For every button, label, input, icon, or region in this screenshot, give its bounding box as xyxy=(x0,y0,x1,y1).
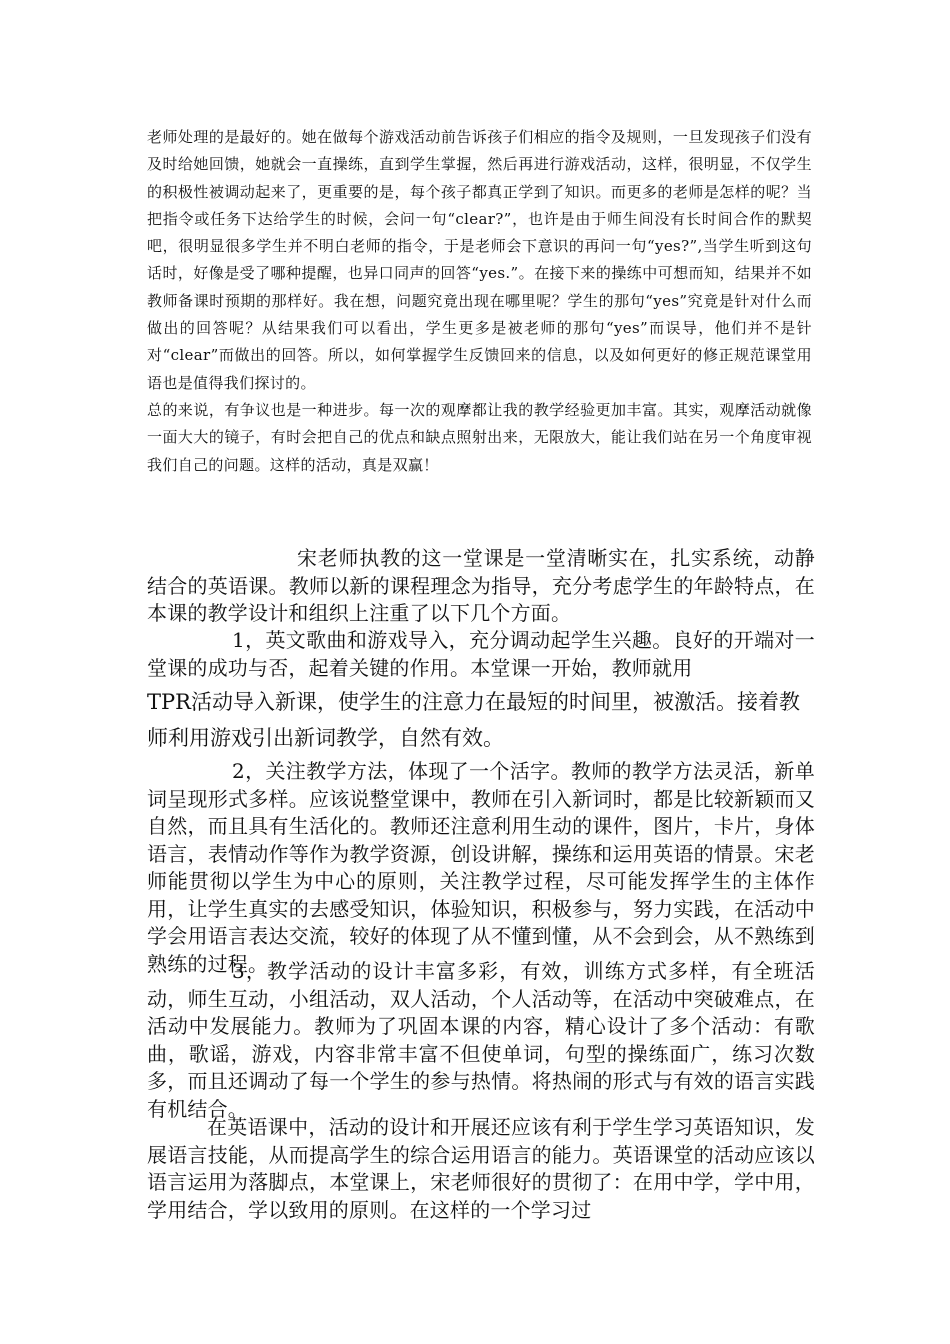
paragraph-point-1: 1，英文歌曲和游戏导入，充分调动起学生兴趣。良好的开端对一堂课的成功与否，起着关键的作用。本堂课一开始，教师就用 xyxy=(147,628,815,680)
paragraph-point-1-continued: TPR活动导入新课，使学生的注意力在最短的时间里，被激活。接着教师利用游戏引出新词教学，自然有效。 xyxy=(147,690,800,750)
paragraph-point-3: 3，教学活动的设计丰富多彩，有效，训练方式多样，有全班活动，师生互动，小组活动，双人活动，个人活动等，在活动中突破难点，在活动中发展能力。教师为了巩固本课的内容，精心设计了多个活动：有歌曲，歌谣，游戏，内容非常丰富不但使单词，句型的操练面广，练习次数多，而且还调动了每一个学生的参与热情。将热闹的形式与有效的语言实践有机结合。 xyxy=(147,959,815,1121)
paragraph-closing: 在英语课中，活动的设计和开展还应该有利于学生学习英语知识，发展语言技能，从而提高学生的综合运用语言的能力。英语课堂的活动应该以语言运用为落脚点，本堂课上，宋老师很好的贯彻了：在用中学，学中用，学用结合，学以致用的原则。在这样的一个学习过 xyxy=(147,1115,815,1222)
paragraph-summary: 总的来说，有争议也是一种进步。每一次的观摩都让我的教学经验更加丰富。其实，观摩活动就像一面大大的镜子，有时会把自己的优点和缺点照射出来，无限放大，能让我们站在另一个角度审视我们自己的问题。这样的活动，真是双赢！ xyxy=(147,401,812,474)
paragraph-lesson-intro: 宋老师执教的这一堂课是一堂清晰实在，扎实系统，动静结合的英语课。教师以新的课程理念为指导，充分考虑学生的年龄特点，在本课的教学设计和组织上注重了以下几个方面。 xyxy=(147,546,815,625)
paragraph-point-2: 2，关注教学方法，体现了一个活字。教师的教学方法灵活，新单词呈现形式多样。应该说整堂课中，教师在引入新词时，都是比较新颖而又自然，而且具有生活化的。教师还注意利用生动的课件，图片，卡片，身体语言，表情动作等作为教学资源，创设讲解，操练和运用英语的情景。宋老师能贯彻以学生为中心的原则，关注教学过程，尽可能发挥学生的主体作用，让学生真实的去感受知识，体验知识，积极参与，努力实践，在活动中学会用语言表达交流，较好的体现了从不懂到懂，从不会到会，从不熟练到熟练的过程。 xyxy=(147,759,815,976)
paragraph-clear-question: 老师处理的是最好的。她在做每个游戏活动前告诉孩子们相应的指令及规则，一旦发现孩子们没有及时给她回馈，她就会一直操练，直到学生掌握，然后再进行游戏活动，这样，很明显，不仅学生的积极性被调动起来了，更重要的是，每个孩子都真正学到了知识。而更多的老师是怎样的呢？当把指令或任务下达给学生的时候，会问一句“clear?”，也许是由于师生间没有长时间合作的默契吧，很明显很多学生并不明白老师的指令，于是老师会下意识的再问一句“yes?”,当学生听到这句话时，好像是受了哪种提醒，也异口同声的回答“yes.”。在接下来的操练中可想而知，结果并不如教师备课时预期的那样好。我在想，问题究竟出现在哪里呢？学生的那句“yes”究竟是针对什么而做出的回答呢？从结果我们可以看出，学生更多是被老师的那句“yes”而误导，他们并不是针对“clear”而做出的回答。所以，如何掌握学生反馈回来的信息，以及如何更好的修正规范课堂用语也是值得我们探讨的。 xyxy=(147,128,812,392)
